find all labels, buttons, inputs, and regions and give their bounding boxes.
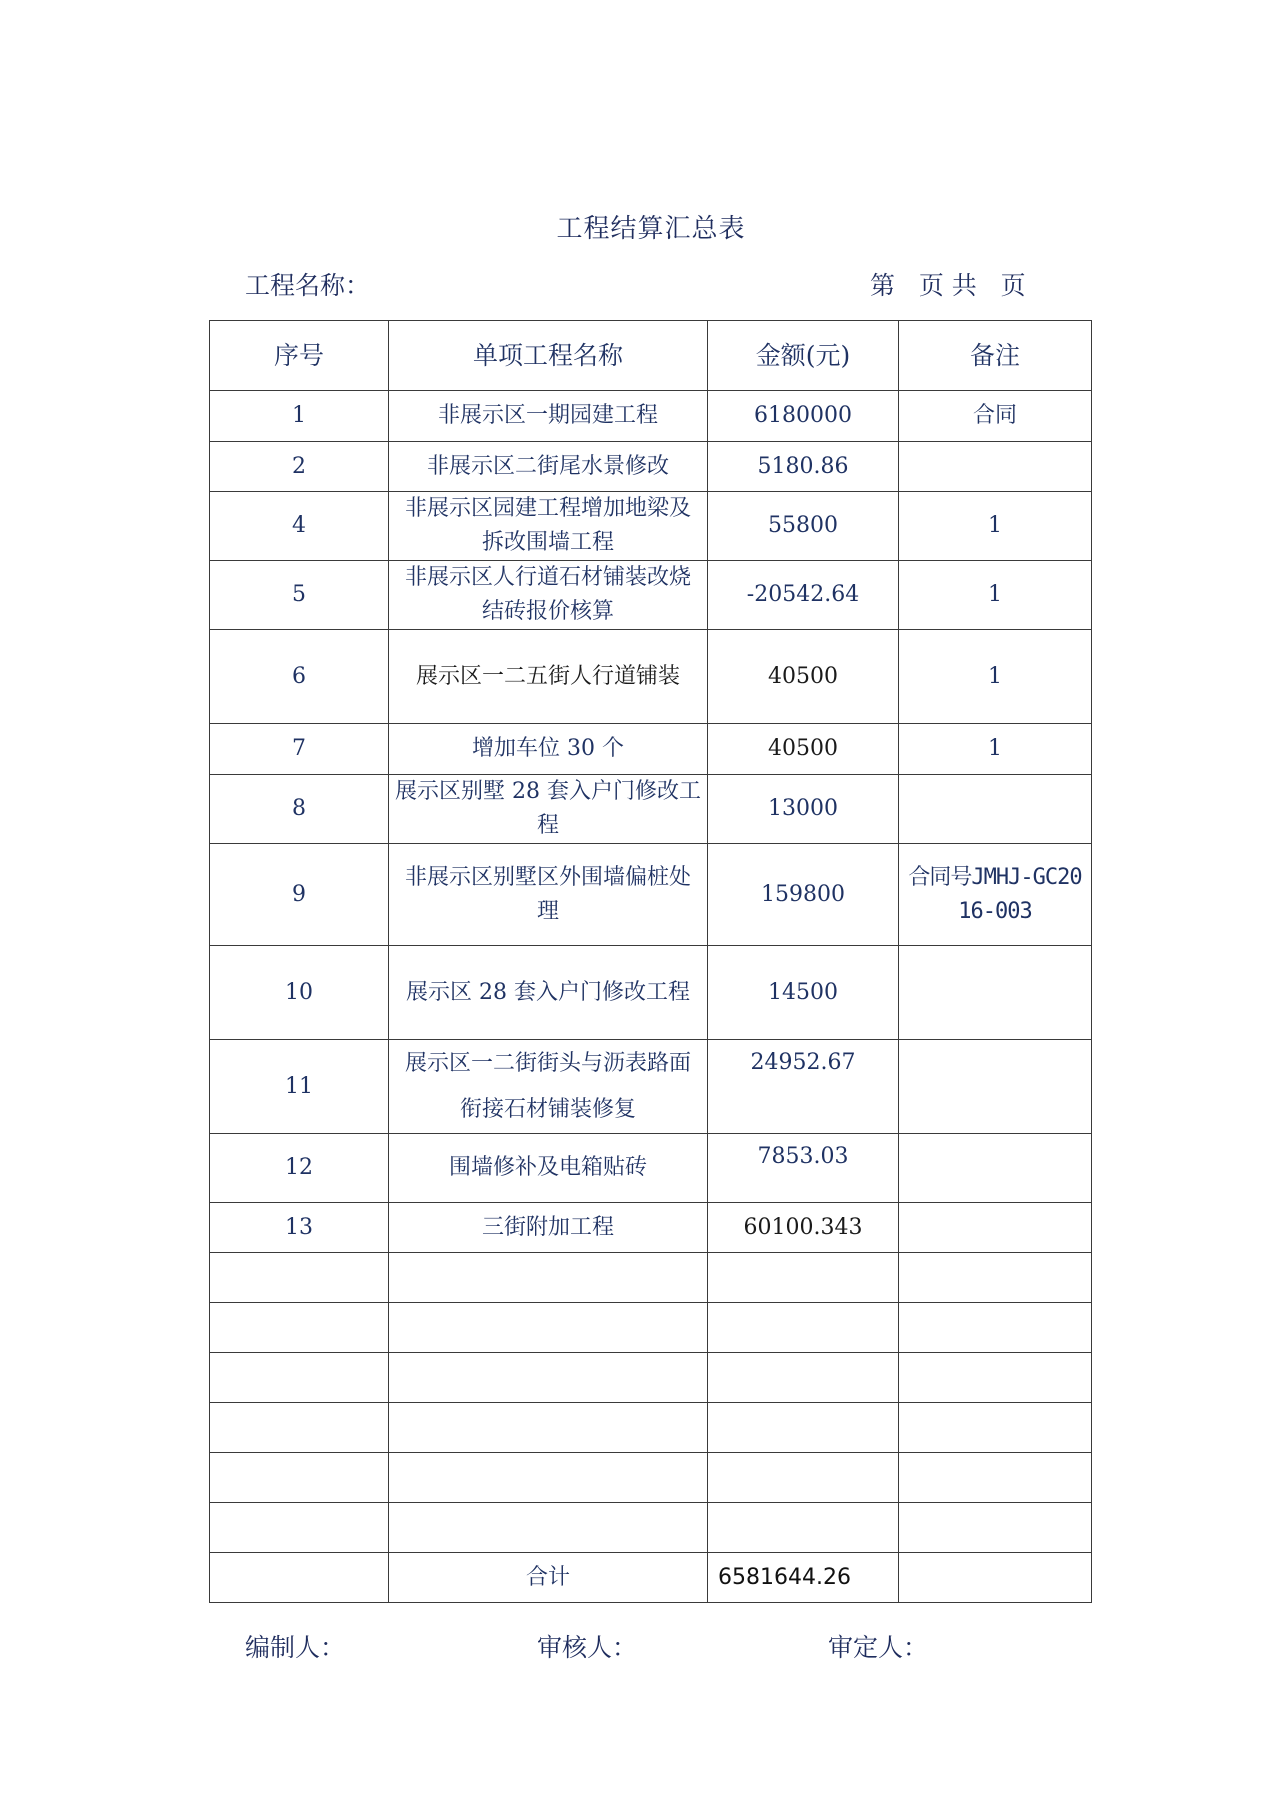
row-no: 6 bbox=[210, 630, 389, 724]
row-name: 非展示区人行道石材铺装改烧结砖报价核算 bbox=[389, 561, 708, 630]
row-amount: 55800 bbox=[708, 492, 899, 561]
row-amount: 24952.67 bbox=[708, 1040, 899, 1134]
empty-row bbox=[210, 1503, 1092, 1553]
table-row bbox=[210, 391, 1092, 442]
row-amount: 60100.343 bbox=[708, 1203, 899, 1253]
header-no: 序号 bbox=[210, 321, 389, 391]
row-remark: 1 bbox=[899, 630, 1092, 724]
prepared-by-label: 编制人： bbox=[245, 1633, 346, 1662]
row-name: 围墙修补及电箱贴砖 bbox=[389, 1134, 708, 1203]
total-amount: 6581644.26 bbox=[708, 1553, 899, 1603]
row-name: 展示区一二街街头与沥表路面衔接石材铺装修复 bbox=[389, 1040, 708, 1134]
approved-by-label: 审定人： bbox=[828, 1633, 929, 1662]
row-amount: 5180.86 bbox=[708, 442, 899, 492]
row-amount: 7853.03 bbox=[708, 1134, 899, 1203]
row-name: 三街附加工程 bbox=[389, 1203, 708, 1253]
row-name: 展示区别墅 28 套入户门修改工程 bbox=[389, 775, 708, 844]
table-row bbox=[210, 1203, 1092, 1253]
table-row bbox=[210, 492, 1092, 561]
row-no: 11 bbox=[210, 1040, 389, 1134]
header-remark: 备注 bbox=[899, 321, 1092, 391]
row-name: 非展示区二街尾水景修改 bbox=[389, 442, 708, 492]
reviewed-by-label: 审核人： bbox=[537, 1633, 638, 1662]
row-name: 非展示区一期园建工程 bbox=[389, 391, 708, 442]
row-name: 增加车位 30 个 bbox=[389, 724, 708, 775]
row-name: 展示区一二五街人行道铺装 bbox=[389, 630, 708, 724]
row-amount: 40500 bbox=[708, 630, 899, 724]
row-no: 13 bbox=[210, 1203, 389, 1253]
row-remark bbox=[899, 1134, 1092, 1203]
settlement-summary-table bbox=[209, 320, 1092, 1603]
document-title: 工程结算汇总表 bbox=[556, 214, 746, 244]
empty-row bbox=[210, 1303, 1092, 1353]
total-row bbox=[210, 1553, 1092, 1603]
total-label: 合计 bbox=[389, 1553, 708, 1603]
table-row bbox=[210, 844, 1092, 946]
empty-row bbox=[210, 1403, 1092, 1453]
row-remark bbox=[899, 1040, 1092, 1134]
table-row bbox=[210, 561, 1092, 630]
row-no: 1 bbox=[210, 391, 389, 442]
row-name: 非展示区园建工程增加地梁及拆改围墙工程 bbox=[389, 492, 708, 561]
row-remark bbox=[899, 442, 1092, 492]
page-info: 第 页 共 页 bbox=[870, 271, 1026, 300]
empty-row bbox=[210, 1353, 1092, 1403]
table-row bbox=[210, 442, 1092, 492]
row-amount: 14500 bbox=[708, 946, 899, 1040]
empty-row bbox=[210, 1253, 1092, 1303]
row-no: 10 bbox=[210, 946, 389, 1040]
row-name: 展示区 28 套入户门修改工程 bbox=[389, 946, 708, 1040]
row-remark bbox=[899, 1203, 1092, 1253]
row-amount: 13000 bbox=[708, 775, 899, 844]
row-remark bbox=[899, 775, 1092, 844]
table-row bbox=[210, 724, 1092, 775]
row-amount: 40500 bbox=[708, 724, 899, 775]
row-no: 5 bbox=[210, 561, 389, 630]
row-remark: 合同 bbox=[899, 391, 1092, 442]
table-row bbox=[210, 946, 1092, 1040]
row-no: 12 bbox=[210, 1134, 389, 1203]
row-amount: 6180000 bbox=[708, 391, 899, 442]
empty-row bbox=[210, 1453, 1092, 1503]
row-remark bbox=[899, 946, 1092, 1040]
project-name-label: 工程名称： bbox=[245, 271, 371, 300]
row-remark: 合同号JMHJ-GC2016-003 bbox=[899, 844, 1092, 946]
row-no: 8 bbox=[210, 775, 389, 844]
row-remark: 1 bbox=[899, 724, 1092, 775]
row-no: 4 bbox=[210, 492, 389, 561]
row-name: 非展示区别墅区外围墙偏桩处理 bbox=[389, 844, 708, 946]
row-amount: 159800 bbox=[708, 844, 899, 946]
row-no: 9 bbox=[210, 844, 389, 946]
row-remark: 1 bbox=[899, 561, 1092, 630]
table-row bbox=[210, 1134, 1092, 1203]
row-remark: 1 bbox=[899, 492, 1092, 561]
row-no: 7 bbox=[210, 724, 389, 775]
header-name: 单项工程名称 bbox=[389, 321, 708, 391]
header-amount: 金额(元) bbox=[708, 321, 899, 391]
header-row bbox=[210, 321, 1092, 391]
table-row bbox=[210, 1040, 1092, 1134]
table-row bbox=[210, 630, 1092, 724]
row-no: 2 bbox=[210, 442, 389, 492]
row-amount: -20542.64 bbox=[708, 561, 899, 630]
table-row bbox=[210, 775, 1092, 844]
